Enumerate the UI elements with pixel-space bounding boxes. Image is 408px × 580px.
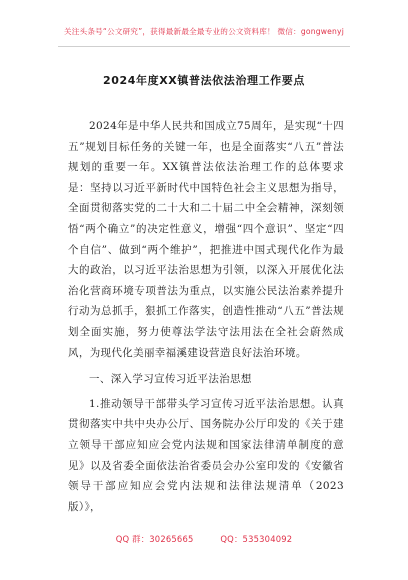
- footer-qq: QQ：535304092: [220, 534, 293, 544]
- footer-qq-group: QQ 群：30265665: [115, 534, 194, 544]
- footer-contact: [0, 533, 408, 545]
- document-body: [68, 116, 344, 517]
- section-paragraph: 1.推动领导干部带头学习宣传习近平法治思想。认真贯彻落实中共中央办公厅、国务院办公厅印发的《关于建立领导干部应知应会党内法规和国家法律清单制度的意见》以及省委全面依法治省委员会办公室印发的《安徽省领导干部应知应会党内法规和法律法规清单（2023版）》，: [68, 397, 344, 513]
- intro-paragraph: 2024年是中华人民共和国成立75周年，是实现“十四五”规划目标任务的关键一年，也是全面落实“八五”普法规划的重要一年。XX镇普法依法治理工作的总体要求是：坚持以习近平新时代中国特色社会主义思想为指导，全面贯彻落实党的二十大和二十届二中全会精神，深刻领悟“两个确立”的决定性意义，增强“四个意识”、坚定“四个自信”、做到“两个维护”，把推进中国式现代化作为最大的政治，以习近平法治思想为引领，以深入开展优化法治化营商环境专项普法为重点，以实施公民法治素养提升行动为总抓手，狠抓工作落实，创造性推动“八五”普法规划全面实施，努力使尊法学法守法用法在全社会蔚然成风，为现代化美丽幸福溪建设营造良好法治环境。: [68, 120, 344, 359]
- header-divider: [58, 46, 350, 47]
- document-title: 2024年度XX镇普法依法治理工作要点: [103, 74, 305, 87]
- header-banner: 关注头条号“公文研究”，获得最新最全最专业的公文资料库！ 微信：gongwenyj: [63, 27, 345, 36]
- section-heading: 一、深入学习宣传习近平法治思想: [89, 373, 252, 386]
